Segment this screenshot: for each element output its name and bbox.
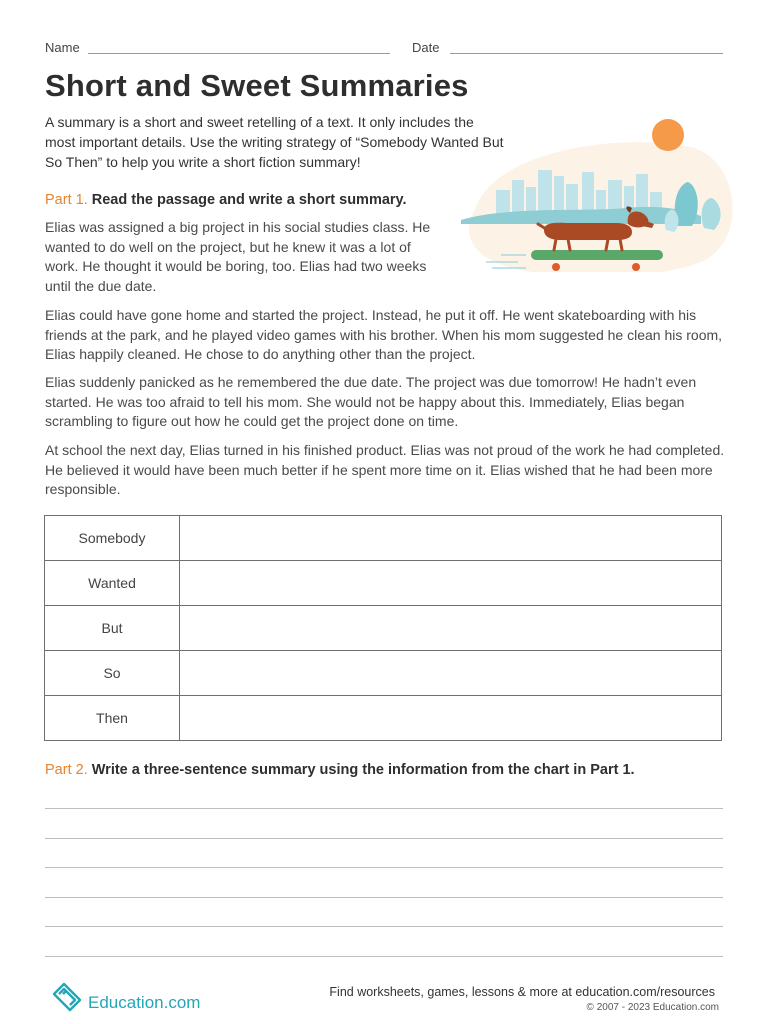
table-row	[45, 561, 722, 606]
row-label-but: But	[45, 606, 180, 651]
table-row	[45, 606, 722, 651]
footer-copyright: © 2007 - 2023 Education.com	[586, 1002, 719, 1013]
name-field[interactable]	[88, 53, 390, 54]
dachshund-on-skateboard-illustration	[456, 112, 741, 272]
writing-line-1[interactable]	[45, 808, 723, 809]
writing-line-3[interactable]	[45, 867, 723, 868]
name-date-row	[45, 40, 723, 56]
part1-instruction: Read the passage and write a short summary.	[91, 192, 407, 208]
passage-paragraph-3: Elias suddenly panicked as he remembered the due date. The project was due tomorrow! He hadn’t even started. He was too afraid to tell his mom. She would not be happy about this. Immediately, Elias began scrambling to figure out how he could get the project done on time.	[45, 374, 697, 429]
education-com-logo-icon	[50, 978, 84, 1012]
writing-line-2[interactable]	[45, 838, 723, 839]
intro-text: A summary is a short and sweet retelling of a text. It only includes the most important details. Use the writing strategy of “Somebody Wanted But So Then” to help you write a short fiction summary!	[45, 114, 504, 170]
answer-cell-wanted[interactable]	[180, 561, 722, 606]
footer-tagline: Find worksheets, games, lessons & more at education.com/resources	[329, 985, 715, 999]
table-row	[45, 651, 722, 696]
swbst-chart	[44, 515, 722, 741]
name-label: Name	[45, 40, 80, 55]
part1-label: Part 1.	[45, 192, 88, 208]
row-label-so: So	[45, 651, 180, 696]
row-label-then: Then	[45, 696, 180, 741]
part1-heading	[45, 192, 407, 208]
date-label: Date	[412, 40, 440, 55]
row-label-somebody: Somebody	[45, 516, 180, 561]
answer-cell-somebody[interactable]	[180, 516, 722, 561]
answer-cell-then[interactable]	[180, 696, 722, 741]
passage-paragraph-4: At school the next day, Elias turned in his finished product. Elias was not proud of the work he had completed. He believed it would have been much better if he spent more time on it. Elias wished that he had been more responsible.	[45, 442, 725, 497]
answer-cell-but[interactable]	[180, 606, 722, 651]
writing-line-5[interactable]	[45, 926, 723, 927]
table-row	[45, 696, 722, 741]
part2-label: Part 2.	[45, 762, 88, 778]
writing-line-6[interactable]	[45, 956, 723, 957]
date-field[interactable]	[450, 53, 723, 54]
answer-cell-so[interactable]	[180, 651, 722, 696]
writing-line-4[interactable]	[45, 897, 723, 898]
passage-paragraph-2: Elias could have gone home and started the project. Instead, he put it off. He went skateboarding with his friends at the park, and he played video games with his brother. When his mom suggested he clean his room, Elias happily cleaned. He chose to do anything other than the project.	[45, 307, 723, 362]
part2-heading	[45, 762, 635, 778]
row-label-wanted: Wanted	[45, 561, 180, 606]
table-row	[45, 516, 722, 561]
passage-paragraph-1: Elias was assigned a big project in his social studies class. He wanted to do well on the project, but he knew it was a lot of work. He thought it would be boring, too. Elias had two weeks until the due date.	[45, 219, 431, 294]
page-title: Short and Sweet Summaries	[45, 68, 469, 103]
logo-text: Education.com	[88, 993, 201, 1012]
part2-instruction: Write a three-sentence summary using the information from the chart in Part 1.	[91, 762, 635, 778]
